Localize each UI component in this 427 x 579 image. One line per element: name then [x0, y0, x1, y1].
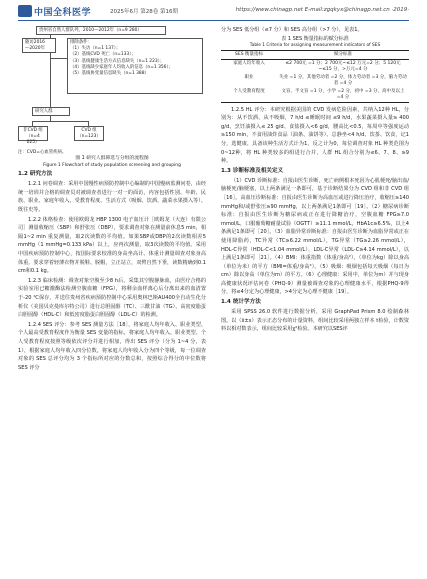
- flowchart: [18, 26, 206, 146]
- table-cell: 家庭人均年收入: [233, 60, 265, 66]
- table-cell: 文盲、半文盲 =1 分，小学 =2 分，初中 =3 分，高中及以上 =4 分: [277, 88, 409, 103]
- cohort-source-box: 贵州省自然人群队列，2010—2012年（n=9 280）: [36, 26, 166, 35]
- table-caption-cn: 表 1 SES 衡量指标的赋分标准: [281, 35, 349, 42]
- figure-caption-cn: 图 1 研究人群筛选与分组的流程图: [75, 156, 149, 162]
- paragraph: 1.2.2 体格检查：使用欧姆龙 HBP 1300 电子血压计［欧姆龙（大连）有限公司］测量收缩压（SBP）和舒张压（DBP），要求调查对象在测量前休息5 min，相隔1~2 min 重复测量，取2次读数的平均值。如果SBP或DBP的2次读数相差5 mmHg（1 mmHg=0.133 kPa）以上，应再次测量，取3次读数的平均值。采用中国疾病预防控制中心，按国际要求校准的身高坐高计、体重计测量调查对象身高体重。要求穿着轻薄衣物并脱鞋、脱帽，立正站立，双臂自然下垂，读数精确到0.1 cm和0.1 kg。: [18, 216, 206, 275]
- figure-caption-en: Figure 1 Flowchart of study population screening and grouping: [43, 162, 181, 168]
- journal-site[interactable]: https://www.chinagp.net E-mail:zgqkyx@chinagp.net.cn ·2019·: [235, 7, 409, 13]
- journal-logo: 中国全科医学: [34, 8, 92, 18]
- exclusion-item: （2）基线CVD 死亡（n=133）；: [70, 52, 136, 58]
- paragraph: 1.2.4 SES 评分：参考 SES 测量方法［18］，将家庭人均年收入、职业类型、个人最高受教育程度作为衡量 SES 变量的指标，将家庭人均年收入、职业类型、个人受教育程度按照等级依次评分并进行相加，得出 SES 评分（分为 1~4 分，表1），根据家庭人均年收入四分位数，将家庭人均年收入分为四个等级，每一位调查对象的 SES 总评分均为 3 个指标所对应的分数总和，按照综合得分的中位数将 SES 评分: [18, 321, 206, 371]
- paragraph: 分为 SES 低分组（≤7 分）和 SES 高分组（>7 分），见表1。: [221, 27, 363, 33]
- non-cvd-group-box: 非CVD 组 （n=4 025）: [18, 126, 48, 141]
- table-cell: ≤2 700元 =1 分；2 700元~≤12 万元=2 分；5 120元~≤15 分，>万元=4 分: [285, 60, 401, 72]
- journal-logo-icon: [18, 5, 32, 17]
- cvd-group-box: CVD 组 （n=123）: [74, 126, 104, 141]
- exclusion-box: [67, 38, 203, 94]
- exclusion-title: 排除条件：: [70, 40, 92, 45]
- table-header-row: [221, 50, 409, 59]
- section-heading: 1.4 统计学方法: [221, 299, 261, 306]
- table-row: [221, 59, 409, 74]
- header-rule: [18, 20, 409, 21]
- right-column: [221, 26, 409, 335]
- section-heading: 1.3 诊断标准及相关定义: [221, 167, 284, 174]
- table-row: [221, 88, 409, 103]
- paragraph: 1.2.5 HL 评分：本研究根据美国的 CVD 发病危险因素，共纳入12种 HL，分别为：从不饮酒、从不吸烟，7 h/d ≤睡眠时间 ≤9 h/d，水果蔬菜摄入量≥ 400 g/d、烹饪油摄入≤ 25 g/d、食盐摄入<6 g/d，腰高比<0.5，每周中等强度运动≥150 min，不食用油炸食品（油条、油饼等）、总静坐<4 h/d、饮茶、饮食，记1分，选健康，具备该种生活方式计为1，反之计为0，每位调查对象 HL 种类范围为0~12种，将 HL 种类较多的组进行合并，人群 HL 组合分别为≤6、7、8、≥9 种。: [221, 106, 409, 165]
- ses-criteria-table: [221, 50, 409, 103]
- exclusion-item: （1）失访（n=1 137）；: [70, 46, 121, 52]
- issue-info: 2025年6月 第28卷 第16期: [110, 9, 178, 15]
- followup-box: 随访2016 —2020年: [22, 38, 56, 53]
- paragraph: （1）CVD 诊断标准：自报由医生诊断，死亡病例根本死因为心肌梗死/脑出血/脑梗死/脑梗塞，以上两条满足一条即可，基于诊断结果分为 CVD 组和非 CVD 组［16］。高血压诊断标准：自报由医生诊断为高血压或进行降压治疗，收缩压≥140 mmHg和/或舒张压≥90 mmHg，以上两条满足1条即可［19］。（2）糖尿病诊断标准：自报由医生诊断为糖尿病或正在进行降糖治疗，空腹血糖 FPG≥7.0 mmol/L，口服葡萄糖耐量试验（OGTT）≥11.1 mmol/L，HbA1c≥6.5%，以上4条满足1条即可［20］。（3）血脂异常诊断标准：自报由医生诊断为血脂异常或正在使用降脂药，TC异常（TC≥6.22 mmol/L），TG异常（TG≥2.26 mmol/L），HDL-C异常（HDL-C<1.04 mmol/L），LDL-C异常（LDL-C≥4.14 mmol/L），以上满足1条即可［21］。（4）BMI：体重指数（体重/身高²），（单位为kg）除以身高（单位为米）的平方（BMI=体重/身高²）。（5）吸烟：吸烟包括每天吸烟（每日为cm）除以身高（单位为m）的平方。（6）心理健康：采用中，单位为m）并与现身高健康状况评估问卷（PHQ-9）测量被调查对象的心理健康水平，根据PHQ-9得分，将≤4分定为心理健康，>4分定为心理不健康［19］。: [221, 177, 409, 296]
- table-caption-en: Table 1 Criteria for assigning measurement indicators of SES: [249, 42, 381, 48]
- figure-note: 注：CVD=心血管疾病。: [18, 150, 67, 155]
- table-cell: 失业 =1 分，其他劳动者 =2 分，体力劳动者 =3 分，脑力劳动者 =4 分: [279, 74, 407, 86]
- exclusion-item: （5）基线协变量信息缺失（n=1 388）: [70, 71, 149, 77]
- section-heading: 1.2 研究方法: [18, 171, 53, 178]
- paragraph: 采用 SPSS 26.0 软件进行数据分析，采用 GraphPad Prism 8.0 绘制森林图。以（x̄±s）表示正态分布的计量资料，组间比较采用两独立样本 t检验，计数资料以相对数表示，组间比较采用χ²检验。本研究以SES评: [221, 309, 409, 333]
- table-row: [221, 74, 409, 88]
- paragraph: 1.2.3 临床检测：调查对象空腹至少8 h后，采集其空腹静脉血，由医疗合格的实验室用已糖激酶法检测空腹血糖（FPG），将剩余血样离心后分离出来的血清置于-20 ℃保存，并送往贵州省疾病预防控制中心采用奥林巴斯AU400全自动生化分析仪（美国贝克曼库尔特公司）进行总胆固醇（TC）、三酰甘油（TG）、高密度脂蛋白胆固醇（HDL-C）和低密度脂蛋白胆固醇（LDL-C）的检测。: [18, 277, 206, 319]
- paragraph: 1.2.1 问卷调查：采用中国慢性病预防控制中心编制的中国慢病监测问卷，由经统一培训并合格的调查员对被调查者进行一对一的面访，内容包括性别、年龄、民族、职业、家庭年收入、受教育程度、生活方式（吸烟、饮酒、蔬菜水果摄入等）、既往史等。: [18, 181, 206, 213]
- table-header: 赋分标准: [277, 50, 409, 59]
- left-column: [18, 26, 206, 373]
- study-population-box: 研究人群: [32, 107, 70, 116]
- table-cell: 职业: [244, 74, 254, 80]
- table-header: SES 衡量指标: [221, 50, 277, 59]
- exclusion-item: （3）基线健康生活方式信息缺失（n=1 223）；: [70, 58, 165, 64]
- exclusion-item: （4）基线缺少家庭年人均收入的信息（n=1 356）；: [70, 64, 174, 70]
- table-cell: 个人受教育程度: [221, 88, 277, 103]
